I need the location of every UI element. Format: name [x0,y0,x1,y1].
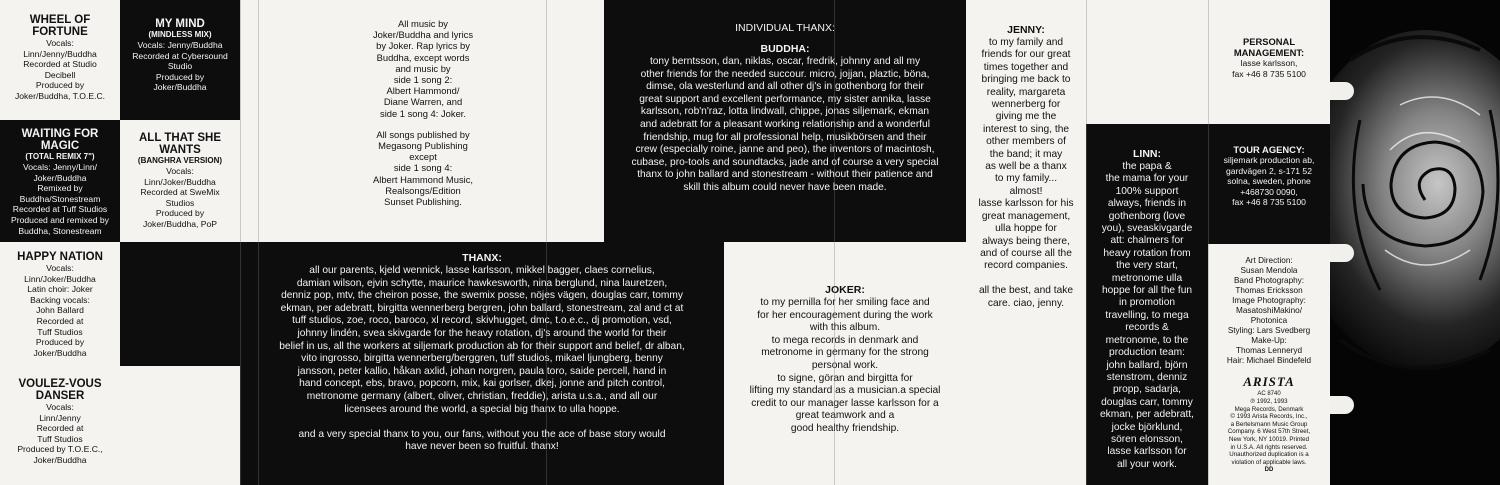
rose-illustration [1330,0,1500,485]
punch-hole [1330,244,1354,262]
song-credits: Vocals: Jenny/Linn/ Joker/Buddha Remixed by Buddha/Stonestream Recorded at Tuff Studios Produced and remixed by Buddha, Stonestream [11,162,109,236]
art-credits-panel [1208,244,1330,366]
linn-text: the papa & the mama for your 100% support always, friends in gothenborg (love you), sveaskivgarde att: chalmers for heavy rotation from the very start, metronome ulla hoppe for all the fun in promotion travelling, to mega records & metronome, to the production team: john ballard, björn stenstrom, denniz propp, sadarja, douglas carr, tommy ekman, per adebratt, jocke björklund, sören elonsson, lasse karlsson for all your work. [1099,161,1194,470]
black-block [120,242,240,366]
song-title: ALL THAT SHE WANTS [139,132,221,156]
catalog-number: AC 8740 [1257,391,1281,397]
music-credits [362,0,484,242]
song-title: WAITING FOR MAGIC [21,128,99,152]
song-credits: Vocals: Linn/Joker/Buddha Recorded at SweMix Studios Produced by Joker/Buddha, PoP [140,166,220,229]
song-credits: Vocals: Linn/Joker/Buddha Latin choir: Joker Backing vocals: John Ballard Recorded at Tuff Studios Produced by Joker/Buddha [24,263,96,358]
buddha-heading: BUDDHA: [760,43,810,55]
buddha-panel [604,0,966,242]
fold-line [258,0,259,485]
song-title: HAPPY NATION [17,251,103,263]
song-subtitle: (TOTAL REMIX 7") [25,152,95,161]
song-waiting-for-magic [0,120,120,242]
song-my-mind [120,0,240,120]
tour-agency-text: siljemark production ab, gardvägen 2, s-171 52 solna, sweden, phone +468730 0090, fax +46 8 735 5100 [1223,155,1315,208]
song-happy-nation [0,242,120,366]
song-credits: Vocals: Jenny/Buddha Recorded at Cybersound Studio Produced by Joker/Buddha [132,40,228,93]
individual-thanx-heading: INDIVIDUAL THANX: [735,22,835,34]
song-credits: Vocals: Linn/Jenny/Buddha Recorded at Studio Decibell Produced by Joker/Buddha, T.O.E.C. [14,38,106,101]
thanx-panel [240,242,724,485]
linn-panel [1086,124,1208,485]
song-title: WHEEL OF FORTUNE [29,14,91,38]
punch-hole [1330,396,1354,414]
management-text: lasse karlsson, fax +46 8 735 5100 [1232,58,1306,79]
buddha-text: tony berntsson, dan, niklas, oscar, fredrik, johnny and all my other friends for the needed succour. micro, jojjan, plaztic, böna, dimse, ola westerlund and all other dj's in gothenborg for their great support and excellent performance, my sister annika, lasse karlsson, rob'n'raz, lotta lindwall, chippe, jonas siljemark, ekman and adebratt for a pleasant working relationship and a wonderful friendship, mug for all professional help, musikbörsen and their crew (especially roine, janne and peo), the inventors of macintosh, cubase, pro-tools and soundtacks, jade and of course a very special thanx to john ballard and stonestream - without their patience and skill this album could never have been made. [631,56,939,193]
management-heading: PERSONAL MANAGEMENT: [1233,36,1305,58]
song-title: MY MIND [155,18,205,30]
legal-text: ℗ 1992, 1993 Mega Records, Denmark © 1993 Arista Records, Inc., a Bertelsmann Music Group Company. 6 West 57th Street, New York, NY 10019. Printed in U.S.A. All rights reserved. Unauthorized duplication is a violation of applicable laws. [1227,398,1311,466]
music-credits-text: All music by Joker/Buddha and lyrics by Joker. Rap lyrics by Buddha, except words and music by side 1 song 2: Albert Hammond/ Diane Warren, and side 1 song 4: Joker. [372,18,474,119]
tour-agency-heading: TOUR AGENCY: [1233,144,1305,155]
management-panel [1208,0,1330,124]
blank-block [484,0,604,242]
jenny-panel [966,0,1086,485]
thanx-heading: THANX: [462,252,502,264]
song-title: VOULEZ-VOUS DANSER [18,378,102,402]
fold-line [1086,0,1087,485]
joker-panel [724,242,966,485]
song-subtitle: (BANGHRA VERSION) [137,156,223,165]
song-all-that-she-wants [120,120,240,242]
art-credits-text: Art Direction: Susan Mendola Band Photography: Thomas Ericksson Image Photography: MasatoshiMakino/ Photonica Styling: Lars Svedberg Make-Up: Thomas Lenneryd Hair: Michael Bindefeld [1226,256,1312,365]
jenny-heading: JENNY: [1007,24,1045,36]
punch-hole [1330,82,1354,100]
rose-image [1330,0,1500,485]
song-wheel-of-fortune [0,0,120,120]
thanx-text: all our parents, kjeld wennick, lasse karlsson, mikkel bagger, claes cornelius, damian wilson, ejvin schytte, maurice hawkesworth, nina berglund, nina lauretzen, denniz pop, mtv, the cheiron posse, the swemix posse, nöjes vägen, douglas carr, tommy ekman, per adebratt, birgitta wennerberg bergren, john ballard, stonestream, zal and ct at tuff studios, zoe, roco, baroco, xl record, skivhugget, dmc, t.o.e.c., dj promotion, vsd, johnny lindén, svea skivgarde for the heavy rotation, dj's around the world for their belief in us, all the workers at siljemark production ab for their support and belief, dr alban, vito ingrosso, birgitta wennerberg/berggren, tuff studios, mikael ljungberg, benny jansson, peter kallio, håkan axlid, johan norgren, paula toro, saide percell, hand in hand concept, ebs, bravo, popcorn, mix, kai gorlser, dkej, jonne and pitch control, metronome germany (albert, oliver, christian, freddie), arista u.s.a., and all our licensees around the world, a special big thanx to ulla hoppe. and a very special thanx to you, our fans, without you the ace of base story would have never been so fruitful. thanx! [279,265,685,453]
arista-logo: ARISTA [1243,374,1295,389]
fold-line [1208,0,1209,485]
jenny-text: to my family and friends for our great times together and bringing me back to reality, margareta wennerberg for giving me the interest to sing, the other members of the band; it may as well be a thanx to my family... almost! lasse karlsson for his great management, ulla hoppe for always being there, and of course all the record companies. all the best, and take care. ciao, jenny. [978,37,1074,309]
joker-text: to my pernilla for her smiling face and for her encouragement during the work with this album. to mega records in denmark and metronome in germany for the strong personal work. to signe, göran and birgitta for lifting my standard as a musician.a special credit to our manager lasse karlsson for a great teamwork and a good healthy friendship. [749,297,941,434]
blank-block [120,366,240,485]
dolby-icon: DD [1264,467,1274,474]
song-credits: Vocals: Linn/Jenny Recorded at Tuff Studios Produced by T.O.E.C., Joker/Buddha [17,402,103,465]
linn-heading: LINN: [1133,148,1161,160]
joker-heading: JOKER: [825,284,865,296]
fold-line [546,0,547,485]
publishing-text: All songs published by Megasong Publishing except side 1 song 4: Albert Hammond Music, Realsongs/Edition Sunset Publishing. [372,128,474,208]
song-subtitle: (MINDLESS MIX) [148,30,212,39]
tour-agency-panel [1208,124,1330,244]
blank-block [1086,0,1208,124]
label-panel [1208,366,1330,485]
fold-line [240,0,241,485]
fold-line [834,0,835,485]
song-voulez-vous-danser [0,366,120,485]
